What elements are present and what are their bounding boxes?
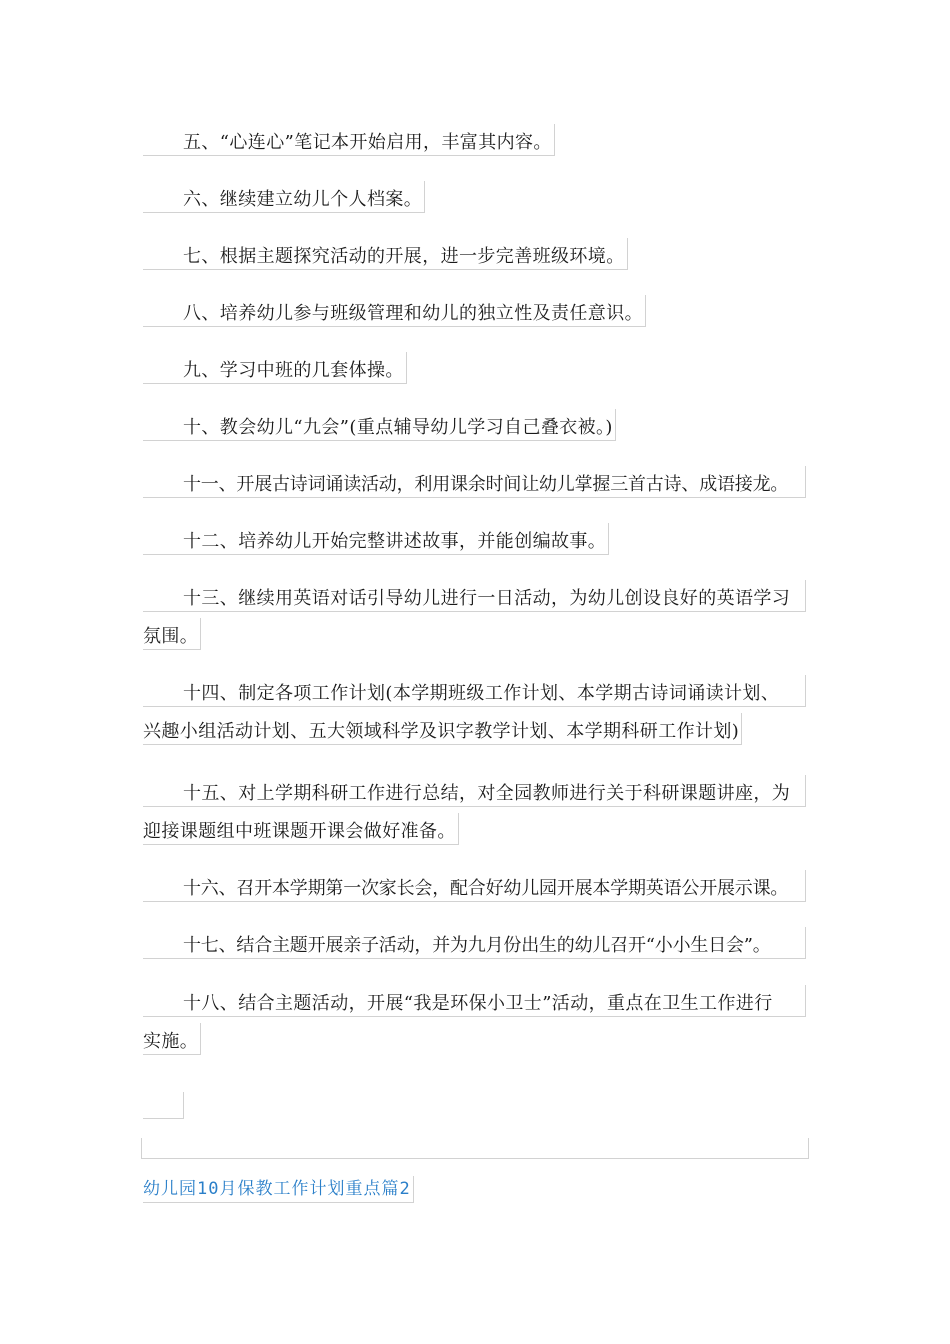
plan-item-11: [143, 466, 806, 504]
plan-item-text: 十二、培养幼儿开始完整讲述故事，并能创编故事。: [143, 523, 609, 555]
plan-item-14: [143, 675, 806, 751]
next-article-link[interactable]: 幼儿园10月保教工作计划重点篇2: [143, 1176, 414, 1203]
plan-item-text: 十五、对上学期科研工作进行总结，对全园教师进行关于科研课题讲座，为: [143, 775, 806, 807]
plan-item-17: [143, 927, 806, 965]
plan-item-text: 迎接课题组中班课题开课会做好准备。: [143, 813, 459, 845]
plan-item-text: 十三、继续用英语对话引导幼儿进行一日活动，为幼儿创设良好的英语学习: [143, 580, 806, 612]
plan-item-9: [143, 352, 407, 390]
plan-item-text: 五、“心连心”笔记本开始启用，丰富其内容。: [143, 124, 555, 156]
plan-item-text: 十八、结合主题活动，开展“我是环保小卫士”活动，重点在卫生工作进行: [143, 985, 806, 1017]
plan-item-5: [143, 124, 555, 162]
plan-item-16: [143, 870, 806, 908]
plan-item-text: 十一、开展古诗词诵读活动，利用课余时间让幼儿掌握三首古诗、成语接龙。: [143, 466, 806, 498]
plan-item-text: 九、学习中班的几套体操。: [143, 352, 407, 384]
empty-paragraph: [143, 1092, 184, 1119]
plan-item-15: [143, 775, 806, 851]
plan-item-text: 八、培养幼儿参与班级管理和幼儿的独立性及责任意识。: [143, 295, 646, 327]
plan-item-18: [143, 985, 806, 1061]
plan-item-text: 十四、制定各项工作计划(本学期班级工作计划、本学期古诗词诵读计划、: [143, 675, 806, 707]
plan-item-text: 十、教会幼儿“九会”(重点辅导幼儿学习自己叠衣被。): [143, 409, 616, 441]
plan-item-text: 六、继续建立幼儿个人档案。: [143, 181, 425, 213]
plan-item-12: [143, 523, 609, 561]
plan-item-text: 十七、结合主题开展亲子活动，并为九月份出生的幼儿召开“小小生日会”。: [143, 927, 806, 959]
plan-item-text: 十六、召开本学期第一次家长会，配合好幼儿园开展本学期英语公开展示课。: [143, 870, 806, 902]
plan-item-8: [143, 295, 646, 333]
plan-item-text: 兴趣小组活动计划、五大领域科学及识字教学计划、本学期科研工作计划): [143, 713, 742, 745]
section-divider: [141, 1138, 809, 1159]
plan-item-text: 氛围。: [143, 618, 201, 650]
plan-item-7: [143, 238, 628, 276]
plan-item-6: [143, 181, 425, 219]
plan-item-13: [143, 580, 806, 656]
plan-item-text: 七、根据主题探究活动的开展，进一步完善班级环境。: [143, 238, 628, 270]
plan-item-text: 实施。: [143, 1023, 201, 1055]
plan-item-10: [143, 409, 616, 447]
